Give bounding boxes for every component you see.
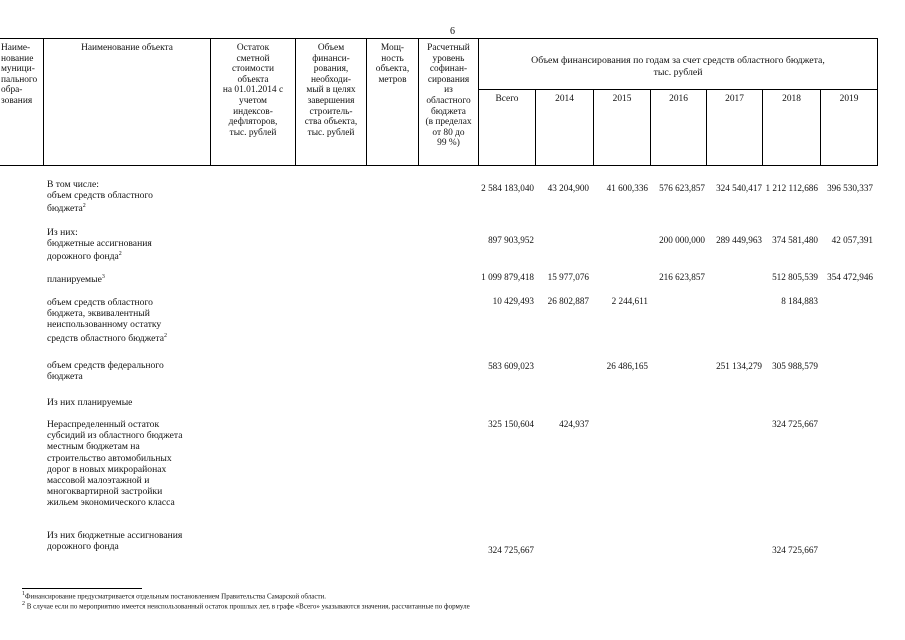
header-year-total: Всего	[495, 94, 519, 104]
row-label	[47, 272, 105, 285]
row-value-2018: 374 581,480	[772, 235, 818, 245]
row-value-Всего: 583 609,023	[488, 361, 534, 371]
header-year-2017: 2017	[725, 94, 744, 104]
row-label-footnote-mark: 2	[163, 332, 167, 339]
row-value-Всего: 10 429,493	[492, 296, 534, 306]
footnote-divider	[22, 588, 142, 589]
row-label-text: Из них бюджетные ассигнования дорожного фонда	[47, 530, 183, 553]
row-value-2015: 26 486,165	[606, 361, 648, 371]
row-value-Всего: 325 150,604	[488, 419, 534, 429]
header-year-2019: 2019	[839, 94, 859, 104]
header-estimate: Остаток сметной стоимости объекта на 01.01.2014 с учетом индексов- дефляторов, тыс. рублей	[222, 43, 284, 138]
row-label-text: Нераспределенный остаток субсидий из областного бюджета местным бюджетам на строительство автомобильных дорог в новых микрорайонах массовой малоэтажной и многоквартирной застройки жильем экономического класса	[47, 419, 183, 509]
row-value-2018: 305 988,579	[772, 361, 818, 371]
row-value-2016: 200 000,000	[659, 235, 705, 245]
header-cofinancing: Расчетный уровень софинан- сирования из областного бюджета (в пределах от 80 до 99 %)	[425, 43, 472, 149]
header-municipality: Наиме- нование муници- пального обра- зования	[1, 43, 38, 106]
row-value-2019: 396 530,337	[827, 183, 873, 193]
row-label	[47, 297, 167, 344]
row-value-2015: 2 244,611	[611, 296, 648, 306]
row-label-text: Из них: бюджетные ассигнования дорожного фонда	[47, 227, 152, 263]
row-value-2016: 576 623,857	[659, 183, 705, 193]
row-label-footnote-mark: 2	[82, 203, 86, 210]
header-financing-by-year: Объем финансирования по годам за счет средств областного бюджета, тыс. рублей	[531, 55, 825, 78]
row-value-2017: 251 134,279	[716, 361, 762, 371]
row-label-text: В том числе: объем средств областного бюджета	[47, 179, 153, 215]
row-value-2016: 216 623,857	[659, 272, 705, 282]
row-value-2018: 1 212 112,686	[765, 183, 818, 193]
row-value-Всего: 324 725,667	[488, 545, 534, 555]
row-value-2014: 43 204,900	[547, 183, 589, 193]
row-label-text: объем средств федерального бюджета	[47, 360, 164, 383]
row-label	[47, 360, 164, 382]
row-value-2018: 8 184,883	[781, 296, 818, 306]
row-value-2017: 324 540,417	[716, 183, 762, 193]
row-label	[47, 179, 153, 215]
row-label-footnote-mark: 3	[101, 274, 105, 280]
header-object-name: Наименование объекта	[81, 43, 173, 53]
row-label-text: Из них планируемые	[47, 397, 133, 408]
header-year-2016: 2016	[669, 94, 688, 104]
header-year-2015: 2015	[612, 94, 632, 104]
row-value-2018: 324 725,667	[772, 419, 818, 429]
row-value-2019: 354 472,946	[827, 272, 873, 282]
row-label-footnote-mark: 2	[118, 251, 122, 258]
row-label	[47, 419, 182, 509]
row-value-Всего: 2 584 183,040	[481, 183, 534, 193]
row-value-2017: 289 449,963	[716, 235, 762, 245]
row-value-2018: 512 805,539	[772, 272, 818, 282]
row-value-2019: 42 057,391	[831, 235, 873, 245]
row-label-text: планируемые	[47, 274, 102, 286]
row-value-2015: 41 600,336	[606, 183, 648, 193]
row-value-2014: 15 977,076	[547, 272, 589, 282]
row-label-text: объем средств областного бюджета, эквивалентный неиспользованному остатку средств областного бюджета	[47, 297, 164, 344]
row-label	[47, 227, 152, 263]
row-value-2014: 26 802,887	[547, 296, 589, 306]
row-value-Всего: 897 903,952	[488, 235, 534, 245]
table-header	[0, 38, 878, 166]
footnote-2: $^2$ В случае если по мероприятию имеется неиспользованный остаток прошлых лет, в графе «Всего» указываются значения, рассчитанные по формуле	[22, 601, 470, 611]
row-label	[47, 530, 182, 552]
header-capacity: Мощ- ность объекта, метров	[375, 43, 410, 85]
row-value-2014: 424,937	[559, 419, 589, 429]
row-value-Всего: 1 099 879,418	[481, 272, 534, 282]
header-year-2014: 2014	[555, 94, 574, 104]
header-year-2018: 2018	[782, 94, 801, 104]
header-financing-needed: Объем финанси- рования, необходи- мый в целях завершения строитель- ства объекта, тыс. рублей	[304, 43, 358, 138]
row-label	[47, 397, 132, 408]
footnote-1: $^1$Финансирование предусматривается отдельным постановлением Правительства Самарской области.	[22, 591, 327, 601]
page-number: 6	[450, 26, 455, 37]
row-value-2018: 324 725,667	[772, 545, 818, 555]
